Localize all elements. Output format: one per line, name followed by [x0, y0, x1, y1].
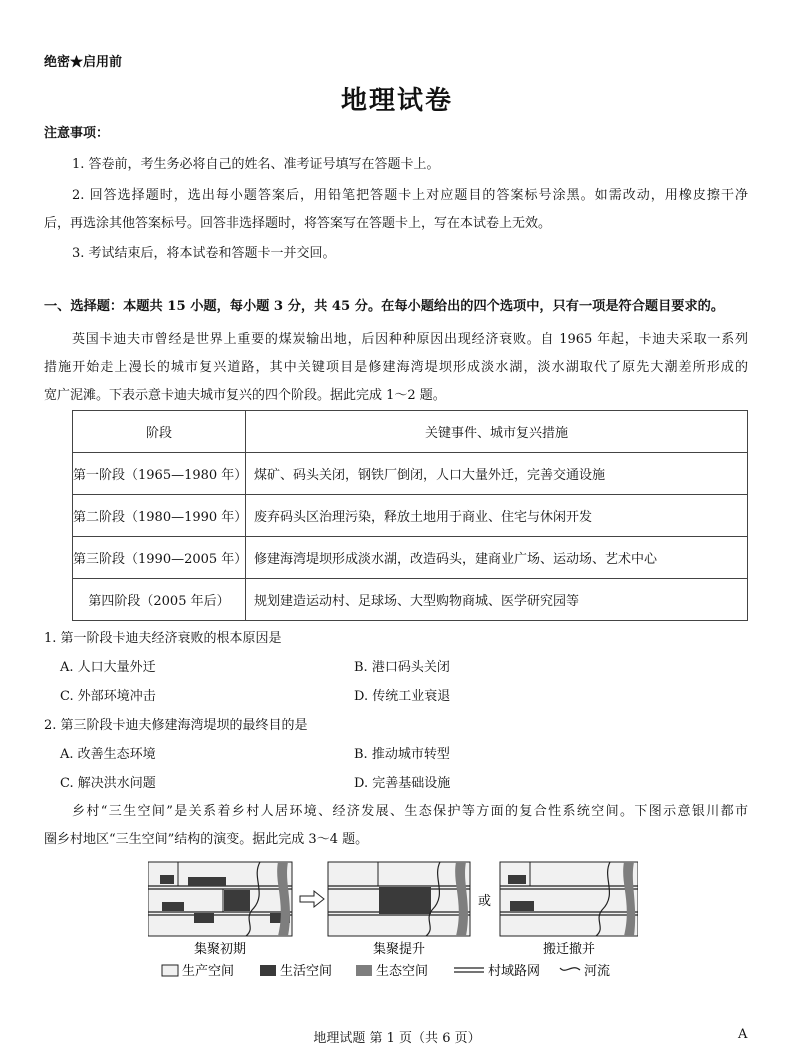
- table-cell-measures: 规划建造运动村、足球场、大型购物商城、医学研究园等: [246, 579, 748, 621]
- panel-label-initial: 集聚初期: [193, 941, 247, 956]
- panel-label-relocation: 搬迁撤并: [542, 941, 596, 956]
- legend-ecology-swatch: [356, 965, 372, 976]
- panel-label-upgrade: 集聚提升: [372, 941, 426, 956]
- living-space-block: [194, 913, 214, 923]
- living-space-block: [160, 875, 174, 884]
- table-row: [73, 495, 748, 537]
- passage1-line-1: 英国卡迪夫市曾经是世界上重要的煤炭输出地，后因种种原因出现经济衰败。自 1965 年起，卡迪夫采取一系列: [72, 332, 748, 347]
- living-space-block: [510, 901, 534, 911]
- notice-item-2-line-2: 后，再选涂其他答案标号。回答非选择题时，将答案写在答题卡上，写在本试卷上无效。: [44, 216, 552, 231]
- legend-river-label: 河流: [584, 963, 611, 978]
- passage1-line-2: 措施开始走上漫长的城市复兴道路，其中关键项目是修建海湾堤坝形成淡水湖，淡水湖取代了原先大潮差所形成的: [44, 360, 748, 375]
- passage1-line-3: 宽广泥滩。下表示意卡迪夫城市复兴的四个阶段。据此完成 1～2 题。: [44, 388, 446, 403]
- question-1-stem: 1. 第一阶段卡迪夫经济衰败的根本原因是: [44, 631, 282, 646]
- page-title: 地理试卷: [340, 86, 453, 116]
- panel-initial-stage: [148, 862, 292, 936]
- legend-ecology-label: 生态空间: [376, 963, 429, 978]
- table-cell-stage: 第一阶段（1965—1980 年）: [73, 453, 246, 495]
- legend-production-label: 生产空间: [182, 963, 235, 978]
- transition-arrow: [300, 891, 324, 907]
- notice-heading: 注意事项：: [44, 126, 110, 141]
- living-space-block: [188, 877, 226, 886]
- or-label: 或: [478, 893, 492, 908]
- section-heading: 一、选择题：本题共 15 小题，每小题 3 分，共 45 分。在每小题给出的四个选项中，只有一项是符合题目要求的。: [44, 299, 725, 314]
- question-2-option-d: D. 完善基础设施: [354, 776, 451, 791]
- table-cell-measures: 废弃码头区治理污染，释放土地用于商业、住宅与休闲开发: [246, 495, 748, 537]
- figure-legend: [162, 963, 610, 978]
- table-header-cell: 关键事件、城市复兴措施: [246, 411, 748, 453]
- table-row: [73, 537, 748, 579]
- living-space-block: [162, 902, 184, 911]
- question-1-option-c: C. 外部环境冲击: [60, 689, 156, 704]
- legend-production-swatch: [162, 965, 178, 976]
- paper-version: A: [738, 1027, 748, 1042]
- passage2-line-1: 乡村“三生空间”是关系着乡村人居环境、经济发展、生态保护等方面的复合性系统空间。下图示意银川都市: [72, 804, 748, 819]
- legend-river-symbol: [560, 968, 580, 971]
- question-2-option-c: C. 解决洪水问题: [60, 776, 156, 791]
- living-space-block: [379, 887, 431, 914]
- confidential-label: 绝密★启用前: [44, 55, 123, 70]
- panel-relocation-merger: [500, 862, 638, 936]
- legend-road-label: 村域路网: [488, 963, 541, 978]
- three-life-space-figure: [148, 858, 638, 990]
- table-header-cell: 阶段: [73, 411, 246, 453]
- panel-agglomeration-upgrade: [328, 862, 470, 936]
- legend-living-label: 生活空间: [280, 963, 333, 978]
- question-2-option-b: B. 推动城市转型: [354, 747, 450, 762]
- page-footer: 地理试题 第 1 页（共 6 页）: [313, 1031, 481, 1046]
- notice-item-1: 1. 答卷前，考生务必将自己的姓名、准考证号填写在答题卡上。: [72, 157, 440, 172]
- table-header-row: [73, 411, 748, 453]
- table-cell-measures: 修建海湾堤坝形成淡水湖，改造码头，建商业广场、运动场、艺术中心: [246, 537, 748, 579]
- table-cell-stage: 第四阶段（2005 年后）: [73, 579, 246, 621]
- table-cell-stage: 第二阶段（1980—1990 年）: [73, 495, 246, 537]
- table-cell-stage: 第三阶段（1990—2005 年）: [73, 537, 246, 579]
- living-space-block: [224, 890, 250, 911]
- revival-stages-table: [72, 410, 748, 621]
- question-2-stem: 2. 第三阶段卡迪夫修建海湾堤坝的最终目的是: [44, 718, 308, 733]
- legend-living-swatch: [260, 965, 276, 976]
- question-2-option-a: A. 改善生态环境: [60, 747, 156, 762]
- question-1-option-b: B. 港口码头关闭: [354, 660, 450, 675]
- passage2-line-2: 圈乡村地区“三生空间”结构的演变。据此完成 3～4 题。: [44, 832, 369, 847]
- table-row: [73, 453, 748, 495]
- notice-item-3: 3. 考试结束后，将本试卷和答题卡一并交回。: [72, 246, 336, 261]
- table-cell-measures: 煤矿、码头关闭，钢铁厂倒闭，人口大量外迁，完善交通设施: [246, 453, 748, 495]
- question-1-option-a: A. 人口大量外迁: [60, 660, 156, 675]
- living-space-block: [508, 875, 526, 884]
- question-1-option-d: D. 传统工业衰退: [354, 689, 451, 704]
- notice-item-2-line-1: 2. 回答选择题时，选出每小题答案后，用铅笔把答题卡上对应题目的答案标号涂黑。如需改动，用橡皮擦干净: [72, 188, 748, 203]
- table-row: [73, 579, 748, 621]
